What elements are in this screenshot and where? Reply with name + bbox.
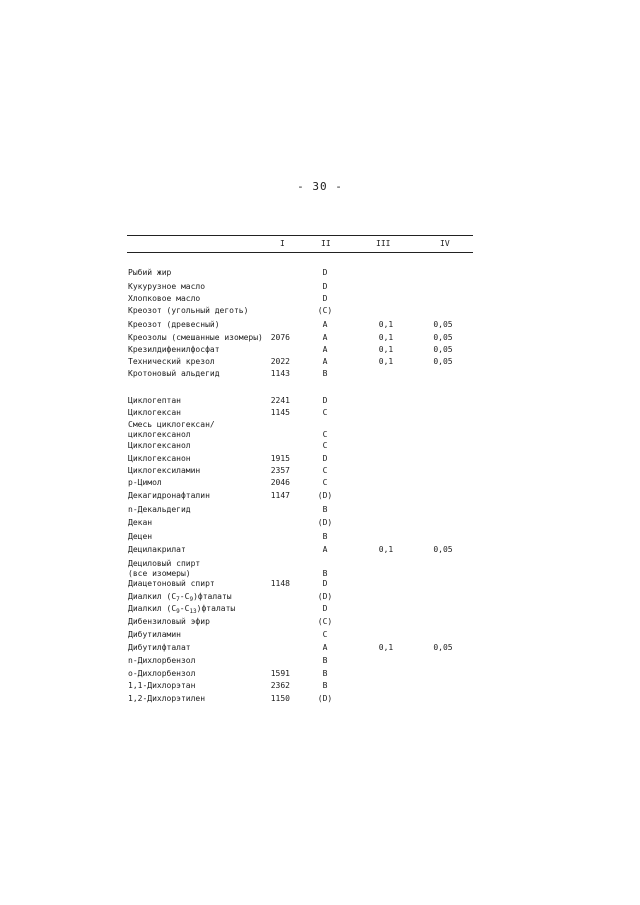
col-ii-value: (D)	[317, 592, 333, 601]
table-top-rule	[127, 235, 473, 236]
col-i-value: 2362	[270, 681, 290, 690]
col-ii-value: B	[322, 656, 328, 665]
substance-name: Декагидронафталин	[128, 491, 210, 500]
col-ii-value: A	[322, 333, 328, 342]
substance-name: n-Дихлорбензол	[128, 656, 196, 665]
column-header-iv: IV	[440, 239, 450, 248]
col-ii-value: D	[322, 396, 328, 405]
col-i-value: 2046	[270, 478, 290, 487]
col-ii-value: A	[322, 643, 328, 652]
substance-name: Креозолы (смешанные изомеры)	[128, 333, 263, 342]
col-ii-value: A	[322, 345, 328, 354]
substance-name: n-Декальдегид	[128, 505, 191, 514]
col-ii-value: (D)	[317, 694, 333, 703]
col-ii-value: B	[322, 532, 328, 541]
col-ii-value: C	[322, 430, 328, 439]
substance-name: Кукурузное масло	[128, 282, 206, 291]
substance-name: Кротоновый альдегид	[128, 369, 220, 378]
col-ii-value: A	[322, 545, 328, 554]
col-i-value: 1147	[270, 491, 290, 500]
col-i-value: 2022	[270, 357, 290, 366]
col-iii-value: 0,1	[378, 345, 394, 354]
col-iii-value: 0,1	[378, 320, 394, 329]
substance-name: Диацетоновый спирт	[128, 579, 215, 588]
page-number: - 30 -	[297, 180, 343, 193]
substance-name: Циклогексиламин	[128, 466, 201, 475]
substance-name: Крезилдифенилфосфат	[128, 345, 220, 354]
column-header-i: I	[280, 239, 285, 248]
col-i-value: 1591	[270, 669, 290, 678]
col-i-value: 1150	[270, 694, 290, 703]
substance-name: Циклогексан	[128, 408, 181, 417]
substance-name: o-Дихлорбензол	[128, 669, 196, 678]
col-i-value: 1915	[270, 454, 290, 463]
col-ii-value: C	[322, 466, 328, 475]
col-ii-value: C	[322, 408, 328, 417]
col-iv-value: 0,05	[433, 545, 453, 554]
substance-name: Дециловый спирт (все изомеры)	[128, 559, 201, 578]
substance-name: Декан	[128, 518, 153, 527]
substance-name: Креозот (угольный деготь)	[128, 306, 249, 315]
column-header-ii: II	[321, 239, 331, 248]
table-header-rule	[127, 252, 473, 253]
col-ii-value: (C)	[317, 617, 333, 626]
col-ii-value: D	[322, 579, 328, 588]
substance-name: Дибутиламин	[128, 630, 181, 639]
col-iv-value: 0,05	[433, 643, 453, 652]
col-ii-value: A	[322, 357, 328, 366]
col-ii-value: B	[322, 681, 328, 690]
col-ii-value: C	[322, 441, 328, 450]
col-iii-value: 0,1	[378, 643, 394, 652]
substance-name: Дибензиловый эфир	[128, 617, 210, 626]
col-iv-value: 0,05	[433, 320, 453, 329]
col-ii-value: (C)	[317, 306, 333, 315]
col-ii-value: C	[322, 630, 328, 639]
substance-name: 1,2-Дихлорэтилен	[128, 694, 206, 703]
col-ii-value: C	[322, 478, 328, 487]
col-ii-value: (D)	[317, 491, 333, 500]
col-i-value: 1143	[270, 369, 290, 378]
substance-name: Циклогексанон	[128, 454, 191, 463]
col-i-value: 1148	[270, 579, 290, 588]
substance-name: Децен	[128, 532, 153, 541]
substance-name: p-Цимол	[128, 478, 162, 487]
col-ii-value: D	[322, 294, 328, 303]
col-i-value: 2357	[270, 466, 290, 475]
col-iv-value: 0,05	[433, 345, 453, 354]
substance-name: Рыбий жир	[128, 268, 172, 277]
col-i-value: 2241	[270, 396, 290, 405]
col-i-value: 1145	[270, 408, 290, 417]
col-ii-value: B	[322, 369, 328, 378]
col-iii-value: 0,1	[378, 545, 394, 554]
substance-name: Хлопковое масло	[128, 294, 201, 303]
substance-name: Дибутилфталат	[128, 643, 191, 652]
substance-name: Смесь циклогексан/ циклогексанол	[128, 420, 215, 439]
col-iv-value: 0,05	[433, 333, 453, 342]
col-ii-value: D	[322, 268, 328, 277]
substance-name: Децилакрилат	[128, 545, 186, 554]
substance-name: Креозот (древесный)	[128, 320, 220, 329]
col-ii-value: D	[322, 282, 328, 291]
col-ii-value: B	[322, 505, 328, 514]
col-iv-value: 0,05	[433, 357, 453, 366]
substance-name: Циклогептан	[128, 396, 181, 405]
col-ii-value: D	[322, 604, 328, 613]
substance-name: 1,1-Дихлорэтан	[128, 681, 196, 690]
col-iii-value: 0,1	[378, 333, 394, 342]
col-ii-value: D	[322, 454, 328, 463]
col-ii-value: B	[322, 669, 328, 678]
col-ii-value: A	[322, 320, 328, 329]
substance-name: Диалкил $(C_9-C_{13})фталаты$	[128, 604, 236, 615]
col-ii-value: (D)	[317, 518, 333, 527]
column-header-iii: III	[376, 239, 391, 248]
col-i-value: 2076	[270, 333, 290, 342]
col-iii-value: 0,1	[378, 357, 394, 366]
substance-name: Циклогексанол	[128, 441, 191, 450]
col-ii-value: B	[322, 569, 328, 578]
substance-name: Технический крезол	[128, 357, 215, 366]
substance-name: Диалкил $(C_7-C_9)фталаты$	[128, 592, 232, 603]
